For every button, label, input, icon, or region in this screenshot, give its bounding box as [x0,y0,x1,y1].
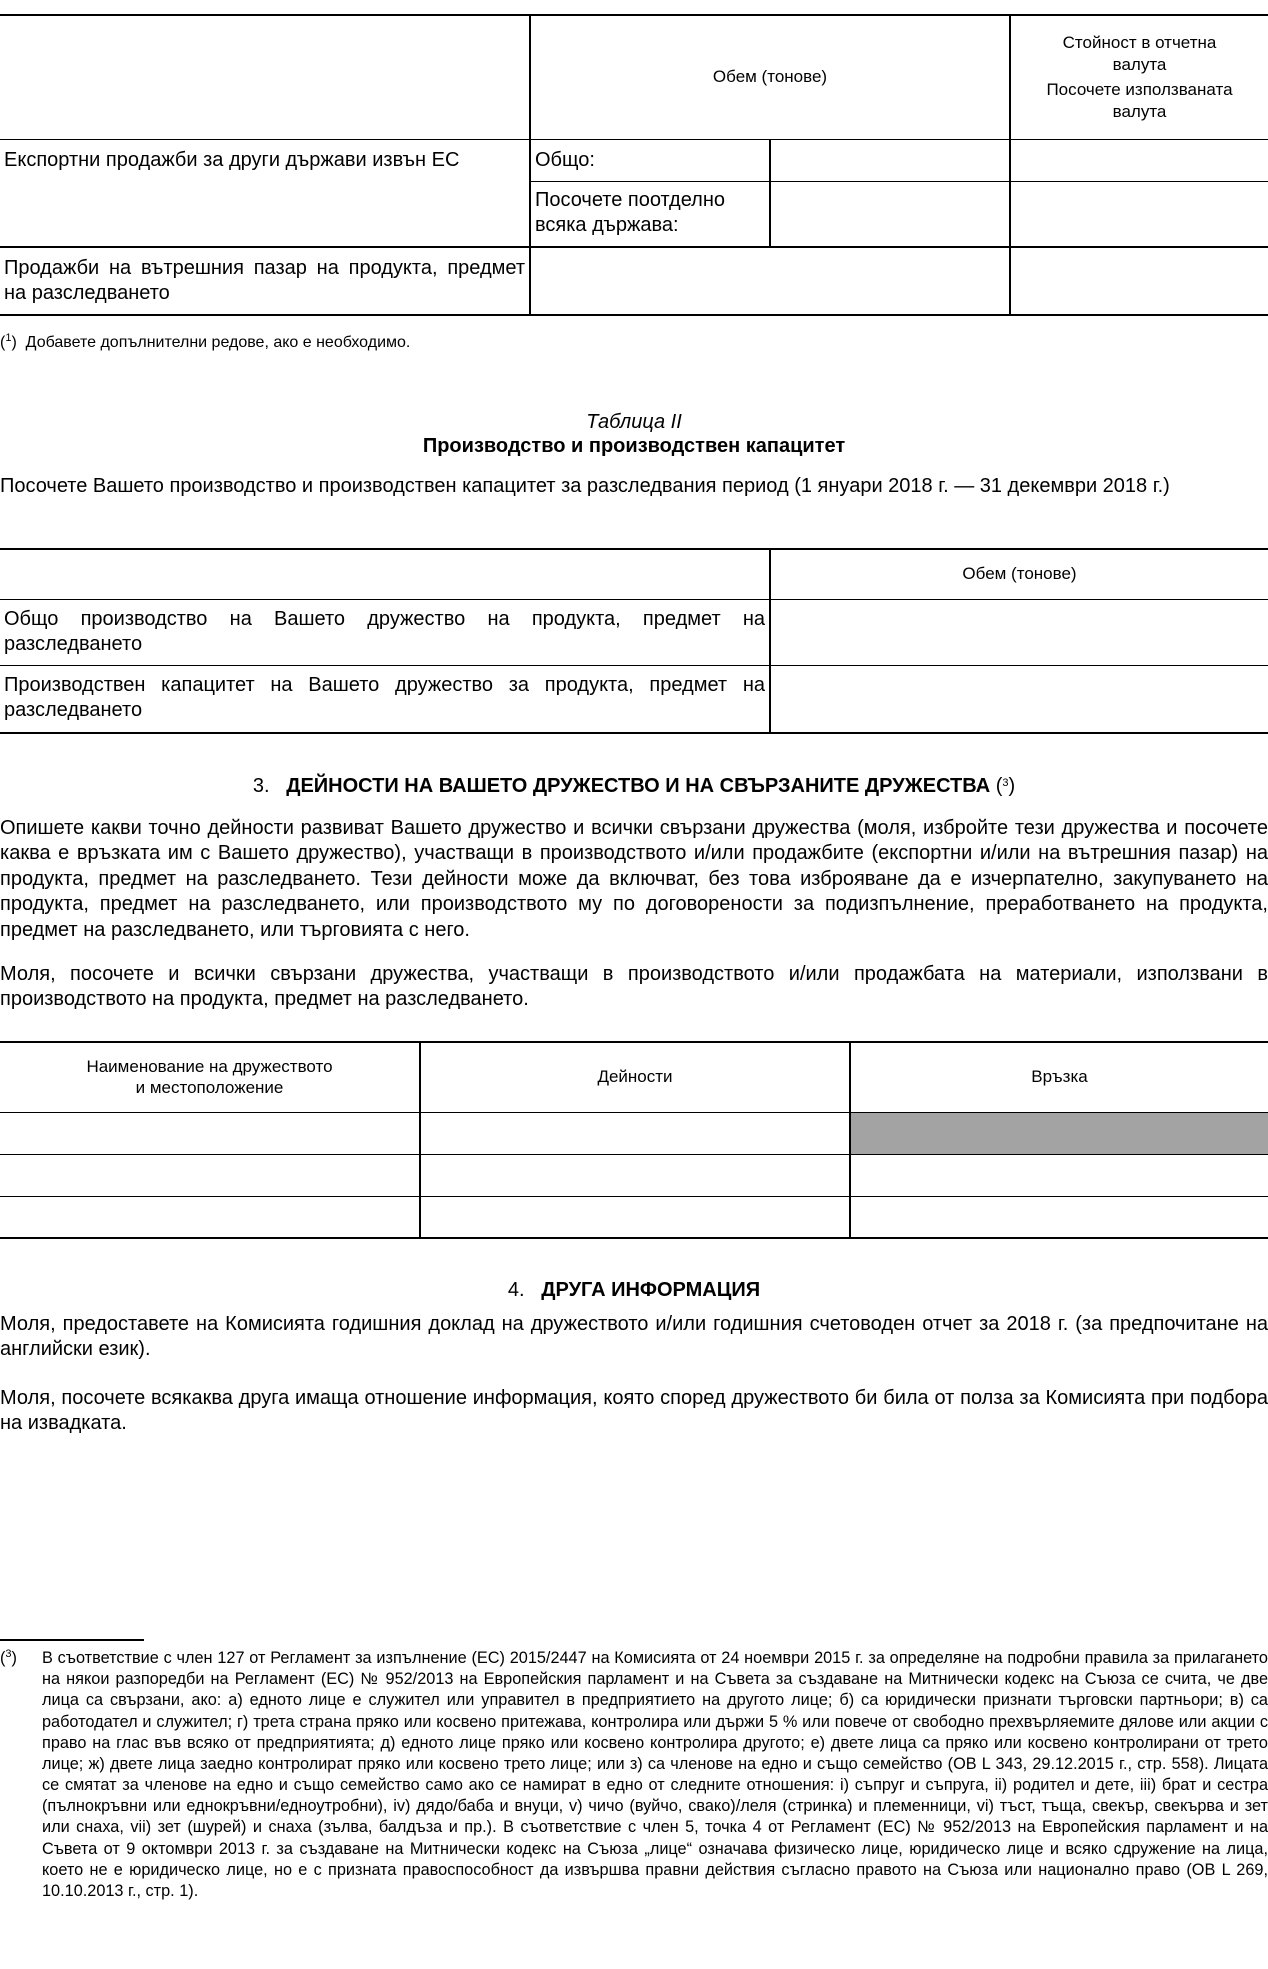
table-note-1: ($^1$) Добавете допълнителни редове, ако е необходимо. [0,332,411,351]
production-header-blank [0,549,770,599]
related-header-name-line2: и местоположение [135,1078,284,1098]
footnote-3 [0,1648,1268,1902]
sales-header-volume: Обем (тонове) [530,15,1010,139]
related-row-2-relation[interactable] [850,1154,1268,1196]
sales-header-blank [0,15,530,139]
row-export-country-label: Посочете поотделно всяка държава: [530,181,770,247]
row-capacity-volume-cell[interactable] [770,665,1268,733]
related-row-3-relation[interactable] [850,1196,1268,1238]
section3-paragraph-1: Опишете какви точно дейности развиват Вашето дружество и всички свързани дружества (моля, избройте тези дружества и посочете каква е връзката им с Вашето дружество), участващи в производството и/или продажбите (експортни и/или на вътрешния пазар) на продукта, предмет на разследването. Тези дейности може да включват, без това изброяване да е изчерпателно, закупуването на продукта, предмет на разследването, или производството му по договорености за подизпълнение, преработването на продукта, предмет на разследването, или търговията с него. [0,817,1268,941]
sales-header-value-line1: Стойност в отчетна валута [1062,33,1217,74]
related-row-1-activities[interactable] [420,1112,850,1154]
related-header-name-line1: Наименование на дружеството [86,1056,333,1076]
related-header-name [0,1042,420,1112]
related-row-2-activities[interactable] [420,1154,850,1196]
sales-header-value-line2: Посочете използваната валута [1046,80,1233,121]
production-header-volume: Обем (тонове) [770,549,1268,599]
section4-number: 4. [507,1279,525,1301]
section3-paragraph-2: Моля, посочете и всички свързани дружества, участващи в производството и/или продажбата на материали, използвани в производството на продукта, предмет на разследването. [0,963,1268,1011]
sales-header-value [1010,15,1268,139]
section4-paragraph-1: Моля, предоставете на Комисията годишния доклад на дружеството и/или годишния счетоводен отчет за 2018 г. (за предпочитане на английски език). [0,1313,1268,1361]
related-header-activities: Дейности [420,1042,850,1112]
row-production-volume-cell[interactable] [770,599,1268,665]
note-mark: 1 [5,332,12,344]
footnote-3-text: В съответствие с член 127 от Регламент за изпълнение (ЕС) 2015/2447 на Комисията от 24 ноември 2015 г. за определяне на подробни правила за прилагането на някои разпоредби на Регламент (ЕС) № 952/2013 на Европейския парламент и на Съвета за създаване на Митнически кодекс на Съюза се счита, че две лица са свързани, ако: а) едното лице е служител или управител в предприятието на другото лице; б) са юридически признати търговски партньори; в) са работодател и служител; г) трета страна пряко или косвено притежава, контролира или държи 5 % или повече от свободно прехвърляемите дялове или акции с право на глас във всяко от предприятията; д) едното лице пряко или косвено контролира другото; е) двете лица са пряко или косвено контролирани от трето лице; ж) двете лица заедно контролират пряко или косвено трето лице; или з) са членове на едно и също семейство (ОВ L 343, 29.12.2015 г., стр. 558). Лицата се смятат за членове на едно и също семейство само ако се намират в едно от следните отношения: i) съпруг и съпруга, ii) родител и дете, iii) брат и сестра (пълнокръвни или еднокръвни/едноутробни), iv) дядо/баба и внуци, v) чичо (вуйчо, свако)/леля (стринка) и племенници, vi) тъст, тъща, свекър, свекърва и зет или снаха, vii) зет (шурей) и снаха (зълва, балдъза и пр.). В съответствие с член 5, точка 4 от Регламент (ЕС) № 952/2013 на Европейския парламент и на Съвета от 9 октомври 2013 г. за създаване на Митнически кодекс на Съюза „лице“ означава физическо лице, юридическо лице и всяко сдружение на лица, което не е юридическо лице, но е с призната правоспособност да извършва правни действия съгласно правото на Съюза или национално право (ОВ L 269, 10.10.2013 г., стр. 1). [42,1649,1268,1900]
table2-intro: Посочете Вашето производство и производствен капацитет за разследвания период (1 януари 2018 г. — 31 декември 2018 г.) [0,475,1170,497]
table2-title: Производство и производствен капацитет [422,435,846,457]
section3-title: ДЕЙНОСТИ НА ВАШЕТО ДРУЖЕСТВО И НА СВЪРЗАНИТЕ ДРУЖЕСТВА [286,775,991,797]
row-domestic-label: Продажби на вътрешния пазар на продукта, предмет на разследването [0,247,530,315]
row-export-total-label: Общо: [530,139,770,181]
table2-caption: Таблица II [586,411,682,433]
row-export-total-value-cell[interactable] [1010,139,1268,181]
footnote-3-mark: ($^3$) [0,1648,17,1667]
row-capacity-label: Производствен капацитет на Вашето дружество за продукта, предмет на разследването [0,665,770,733]
row-export-country-volume-cell[interactable] [770,181,1010,247]
related-row-3-name[interactable] [0,1196,420,1238]
row-production-label: Общо производство на Вашето дружество на продукта, предмет на разследването [0,599,770,665]
row-export-label: Експортни продажби за други държави извън ЕС [4,148,460,171]
row-export-country-value-cell[interactable] [1010,181,1268,247]
related-header-relation: Връзка [850,1042,1268,1112]
section4-paragraph-2: Моля, посочете всякаква друга имаща отношение информация, която според дружеството би била от полза за Комисията при подбора на извадката. [0,1387,1268,1435]
related-row-3-activities[interactable] [420,1196,850,1238]
related-row-1-name[interactable] [0,1112,420,1154]
row-domestic-value-cell[interactable] [1010,247,1268,315]
production-table [0,548,1268,734]
section3-heading: 3. ДЕЙНОСТИ НА ВАШЕТО ДРУЖЕСТВО И НА СВЪРЗАНИТЕ ДРУЖЕСТВА ($^3$) [252,775,1016,797]
section4-heading [0,1278,1268,1303]
row-export-total-volume-cell[interactable] [770,139,1010,181]
sales-table [0,14,1268,316]
related-row-2-name[interactable] [0,1154,420,1196]
section4-title: ДРУГА ИНФОРМАЦИЯ [541,1279,761,1301]
related-companies-table [0,1041,1268,1239]
footnote-separator [0,1639,144,1641]
row-domestic-volume-cell[interactable] [530,247,1010,315]
section3-number: 3. [252,775,270,797]
section3-footnote-ref: 3 [1002,777,1009,789]
related-row-1-relation-shaded [850,1112,1268,1154]
note-text: Добавете допълнителни редове, ако е необходимо. [25,334,411,351]
